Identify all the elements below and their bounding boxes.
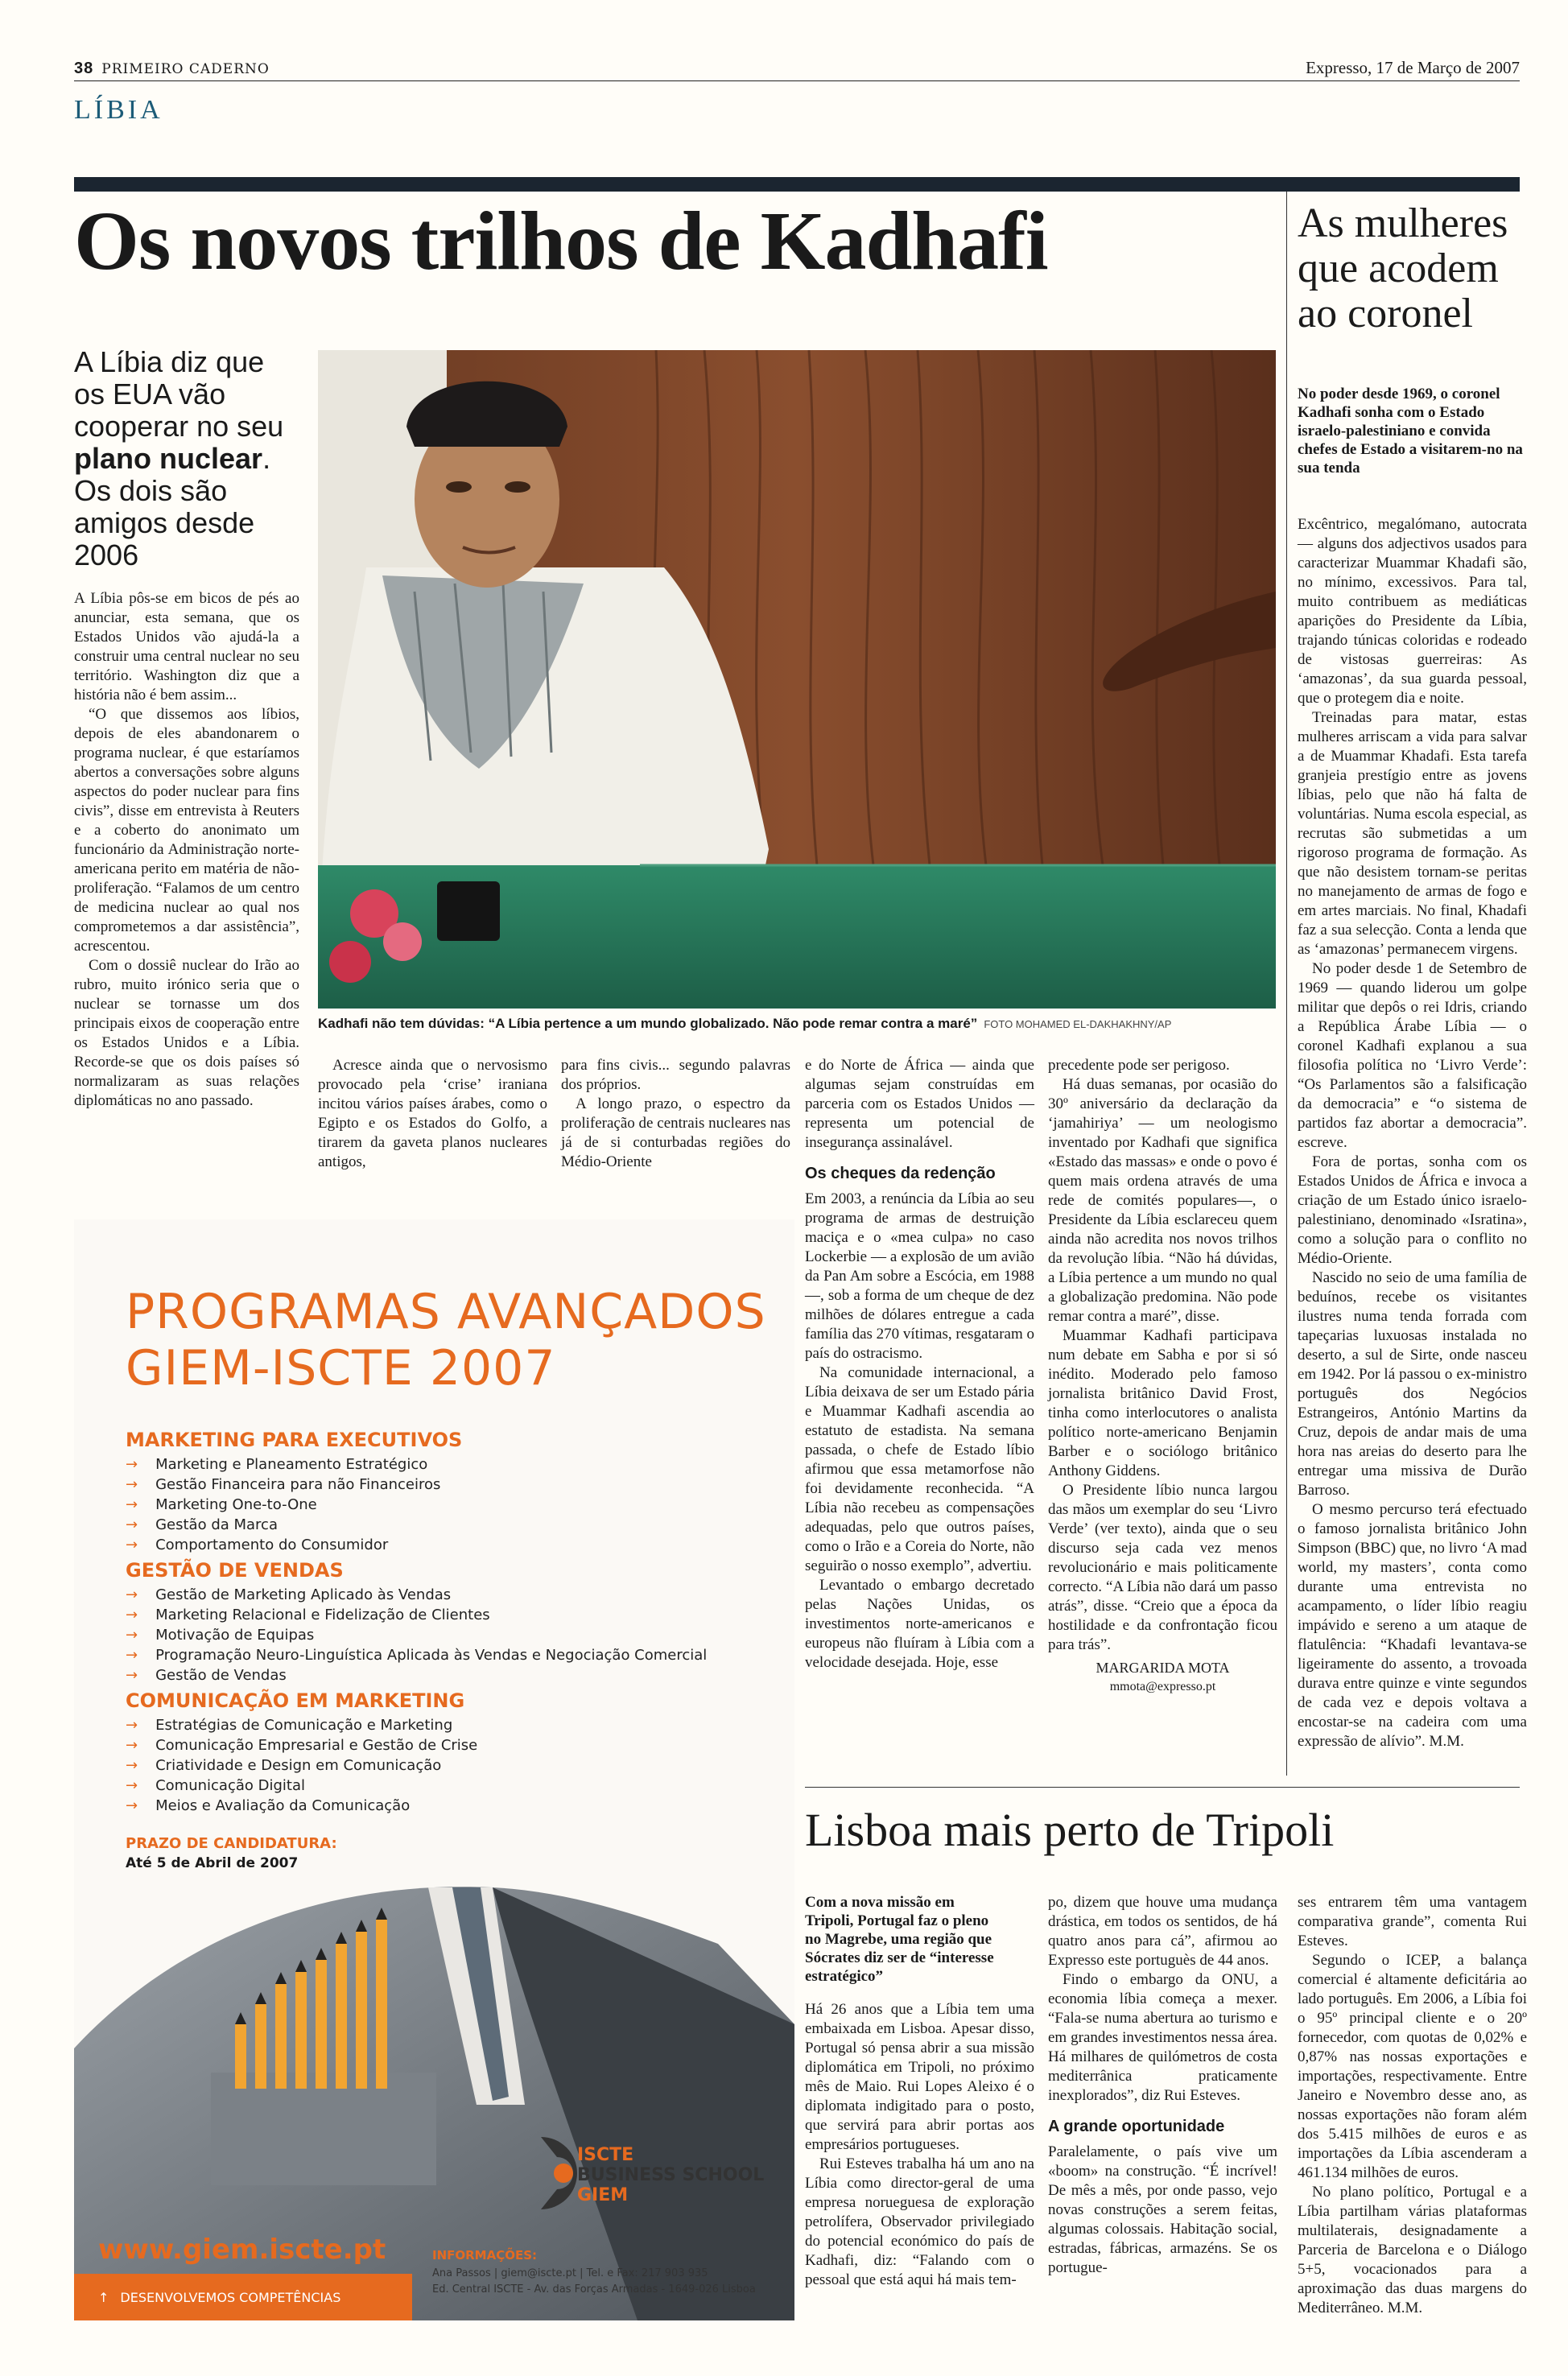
sidebar-paragraph: Treinadas para matar, estas mulheres arriscam a vida para salvar a de Muammar Khadafi. Esta tarefa granjeia prestígio entre as jovens líbias, pelo que não há falta de voluntárias. Numa escola especial, as recrutas são submetidas a um rigoroso programa de formação. As que não desistem tornam-se peritas no manejamento de armas de fogo e em artes marciais. No final, Khadafi faz a sua selecção. Conta a lenda que as ‘amazonas’ permanecem virgens. xyxy=(1298,709,1527,958)
info-address: Ed. Central ISCTE - Av. das Forças Armadas - 1649-026 Lisboa xyxy=(432,2283,756,2296)
lisboa-rule xyxy=(805,1787,1520,1788)
article-paragraph: Há duas semanas, por ocasião do 30º aniversário da declaração da ‘jamahiriya’ — um neologismo inventado por Kadhafi que significa «Estado das massas» e onde o povo é quem mais ordena através de uma rede de comités populares—, o Presidente da Líbia esclareceu quem ainda não acredita nos novos trilhos da revolução líbia. “Não há dúvidas, a Líbia pertence a um mundo no qual a globalização predomina. Não pode remar contra a maré”, disse. xyxy=(1048,1076,1277,1325)
article-paragraph: Há 26 anos que a Líbia tem uma embaixada em Lisboa. Apesar disso, Portugal só pensa abrir a sua missão diplomática em Tripoli, no próximo mês de Maio. Rui Lopes Aleixo é o diplomata indigitado para o posto, que servirá para abrir portas aos empresários portugueses. xyxy=(805,2001,1034,2153)
deadline-date: Até 5 de Abril de 2007 xyxy=(126,1855,299,1871)
logo-text: GIEM xyxy=(577,2185,629,2205)
kadhafi-photo xyxy=(318,350,1276,1009)
ad-program-item: → Marketing Relacional e Fidelização de Clientes xyxy=(126,1605,707,1625)
article-paragraph: Muammar Kadhafi participava num debate em Sabha e por si só inédito. Moderado pelo famoso jornalista britânico David Frost, tinha como interlocutores o analista político norte-americano Benjamin Barber e o sociólogo britânico Anthony Giddens. xyxy=(1048,1327,1277,1479)
article-paragraph: Em 2003, a renúncia da Líbia ao seu programa de armas de destruição maciça e o «mea culpa» no caso Lockerbie — a explosão de um avião da Pan Am sobre a Escócia, em 1988 —, sob a forma de um cheque de dez milhões de dólares entregue a cada família das 270 vítimas, resgataram o país do ostracismo. xyxy=(805,1190,1034,1362)
sidebar-paragraph: No poder desde 1 de Setembro de 1969 — quando liderou um golpe militar que depôs o rei Idris, criando a República Árabe Líbia — o coronel Kadhafi explanou a sua filosofia política no ‘Livro Verde’: “Os Parlamentos são a falsificação da democracia” e “o sistema de partidos faz abortar a democracia”. escreve. xyxy=(1298,960,1527,1151)
ad-section-title: MARKETING PARA EXECUTIVOS xyxy=(126,1429,463,1451)
ad-title-line: GIEM-ISCTE 2007 xyxy=(126,1340,556,1396)
ad-program-list xyxy=(126,1715,477,1816)
author-name: MARGARIDA MOTA xyxy=(1096,1660,1230,1676)
caption-text: Kadhafi não tem dúvidas: “A Líbia pertence a um mundo globalizado. Não pode remar contra a maré” xyxy=(318,1016,978,1031)
article-paragraph: Com o dossiê nuclear do Irão ao rubro, muito irónico seria que o nuclear se tornasse um dos principais eixos de cooperação entre os Estados Unidos e a Líbia. Recorde-se que os dois países só normalizaram as suas relações diplomáticas no ano passado. xyxy=(74,957,299,1109)
article-column-1 xyxy=(74,589,299,1111)
page-header-left xyxy=(74,60,270,78)
photo-caption xyxy=(318,1016,1280,1032)
article-paragraph: precedente pode ser perigoso. xyxy=(1048,1057,1230,1074)
page-number: 38 xyxy=(74,60,94,77)
ad-program-item: → Meios e Avaliação da Comunicação xyxy=(126,1796,477,1816)
sidebar-title: As mulheres que acodem ao coronel xyxy=(1298,200,1508,336)
info-label: INFORMAÇÕES: xyxy=(432,2248,538,2263)
top-bar xyxy=(74,177,1520,192)
sidebar-divider xyxy=(1286,192,1287,1776)
ad-program-list xyxy=(126,1585,707,1685)
logo-text: ISCTE xyxy=(577,2145,634,2165)
arrow-up-icon: ↑ xyxy=(98,2290,109,2305)
ad-title-line: PROGRAMAS AVANÇADOS xyxy=(126,1284,766,1340)
sidebar-deck: No poder desde 1969, o coronel Kadhafi sonha com o Estado israelo-palestiniano e convida chefes de Estado a visitarem-no na sua tenda xyxy=(1298,386,1523,476)
ad-program-item: → Marketing e Planeamento Estratégico xyxy=(126,1454,440,1475)
article-column-5 xyxy=(1048,1056,1277,1697)
article-column-4 xyxy=(805,1056,1034,1673)
article-paragraph: Levantado o embargo decretado pelas Nações Unidas, os investimentos norte-americanos e europeus não fluíram à Líbia com a velocidade desejada. Hoje, esse xyxy=(805,1577,1034,1671)
ad-program-item: → Motivação de Equipas xyxy=(126,1625,707,1645)
ad-section-title: COMUNICAÇÃO EM MARKETING xyxy=(126,1689,465,1712)
article-paragraph: A longo prazo, o espectro da proliferação de centrais nucleares nas já de si conturbadas regiões do Médio-Oriente xyxy=(561,1095,790,1170)
sidebar-body xyxy=(1298,515,1527,1751)
deadline-label: PRAZO DE CANDIDATURA: xyxy=(126,1835,337,1852)
article-paragraph: “O que dissemos aos líbios, depois de eles abandonarem o programa nuclear, é que estaríamos abertos a conversações sobre alguns aspectos do poder nuclear para fins civis”, disse em entrevista à Reuters e a coberto do anonimato um funcionário da Administração norte-americana perito em matéria de não-proliferação. “Falamos de um centro de medicina nuclear ao qual nos comprometemos a dar assistência”, acrescentou. xyxy=(74,706,299,955)
lisboa-headline: Lisboa mais perto de Tripoli xyxy=(805,1804,1335,1856)
sidebar-paragraph: Excêntrico, megalómano, autocrata — alguns dos adjectivos usados para caracterizar Muammar Khadafi são, no mínimo, excessivos. Para tal, muito contribuem as mediáticas aparições do Presidente da Líbia, trajando túnicas coloridas e rodeado de vistosas guerreiras: As ‘amazonas’, da sua guarda pessoal, que o protegem dia e noite. xyxy=(1298,516,1527,707)
ad-program-item: → Criatividade e Design em Comunicação xyxy=(126,1755,477,1776)
ad-program-item: → Comportamento do Consumidor xyxy=(126,1535,440,1555)
lede-text: . Os dois são amigos desde 2006 xyxy=(74,442,271,571)
section-name: PRIMEIRO CADERNO xyxy=(101,61,270,77)
ad-program-item: → Gestão Financeira para não Financeiros xyxy=(126,1475,440,1495)
lisboa-column-1 xyxy=(805,1893,1034,2290)
info-contact: Ana Passos | giem@iscte.pt | Tel. e Fax: 217 903 935 xyxy=(432,2267,708,2279)
ad-tagline xyxy=(98,2290,340,2305)
article-paragraph: Acresce ainda que o nervosismo provocado pela ‘crise’ iraniana incitou vários países árabes, como o Egipto e os Estados do Golfo, a tirarem da gaveta planos nucleares antigos, xyxy=(318,1057,547,1170)
article-paragraph: e do Norte de África — ainda que algumas sejam construídas em parceria com os Estados Unidos — representa um potencial de insegurança assinalável. xyxy=(805,1057,1034,1151)
article-paragraph: A Líbia pôs-se em bicos de pés ao anunciar, esta semana, que os Estados Unidos vão ajudá-la a construir uma central nuclear no seu território. Washington diz que a história não é bem assim... xyxy=(74,590,299,703)
article-paragraph: para fins civis... segundo palavras dos próprios. xyxy=(561,1057,790,1093)
article-paragraph: O Presidente líbio nunca largou das mãos um exemplar do seu ‘Livro Verde’ (ver texto), ainda que o seu discurso seja cada vez menos revolucionário e mais politicamente correcto. “A Líbia não dará um passo atrás”, disse. “Creio que a época da hostilidade e da confrontação ficou para trás”. xyxy=(1048,1482,1277,1653)
article-paragraph: Segundo o ICEP, a balança comercial é altamente deficitária ao lado português. Em 2006, a Líbia foi o 95º principal cliente e o 20º fornecedor, com quotas de 0,02% e 0,87% nas nossas exportações e importações, respectivamente. Entre Janeiro e Novembro desse ano, as nossas exportações não foram além dos 5.415 milhões de euros e as importações da Líbia ascenderam a 461.134 milhões de euros. xyxy=(1298,1952,1527,2181)
lisboa-column-3 xyxy=(1298,1893,1527,2318)
ad-program-item: → Gestão de Marketing Aplicado às Vendas xyxy=(126,1585,707,1605)
category-label: LÍBIA xyxy=(74,95,163,125)
main-headline: Os novos trilhos de Kadhafi xyxy=(74,195,1048,287)
article-column-3 xyxy=(561,1056,790,1172)
article-paragraph: No plano político, Portugal e a Líbia partilham várias plataformas multilaterais, designadamente a Parceria de Barcelona e o Diálogo 5+5, vocacionados para a aproximação das duas margens do Mediterrâneo. M.M. xyxy=(1298,2184,1527,2316)
lisboa-column-2 xyxy=(1048,1893,1277,2278)
sidebar-paragraph: Fora de portas, sonha com os Estados Unidos de África e invoca a criação de um Estado único israelo-palestiniano, denominado «Isratina», como a solução para o conflito no Médio-Oriente. xyxy=(1298,1153,1527,1267)
header-rule xyxy=(74,80,1520,81)
ad-program-item: → Marketing One-to-One xyxy=(126,1495,440,1515)
article-paragraph: Rui Esteves trabalha há um ano na Líbia como director-geral de uma empresa norueguesa de exploração petrolífera, Observador privilegiado do potencial económico do país de Kadhafi, diz: “Falando com o pessoal que está aqui há mais tem- xyxy=(805,2155,1034,2288)
ad-program-item: → Comunicação Empresarial e Gestão de Crise xyxy=(126,1735,477,1755)
lisboa-col1-text xyxy=(805,2000,1034,2290)
lisboa-deck: Com a nova missão em Tripoli, Portugal faz o pleno no Magrebe, uma região que Sócrates diz ser de “interesse estratégico” xyxy=(805,1894,994,1985)
ad-tagline-text: DESENVOLVEMOS COMPETÊNCIAS xyxy=(120,2290,341,2305)
ad-program-item: → Programação Neuro-Linguística Aplicada às Vendas e Negociação Comercial xyxy=(126,1645,707,1665)
ad-program-item: → Gestão da Marca xyxy=(126,1515,440,1535)
article-column-2 xyxy=(318,1056,547,1172)
issue-date: Expresso, 17 de Março de 2007 xyxy=(1306,58,1520,77)
article-lede xyxy=(74,346,291,571)
article-paragraph: Paralelamente, o país vive um «boom» na construção. “É incrível! De mês a mês, por onde passo, vejo novas construções a serem feitas, algumas colossais. Habitação social, estradas, fábricas, armazéns. Se os portugue- xyxy=(1048,2143,1277,2276)
article-paragraph: po, dizem que houve uma mudança drástica, em todos os sentidos, de há quatro anos para cá”, afirmou ao Expresso este portuguès de 44 anos. xyxy=(1048,1894,1277,1969)
ad-title xyxy=(126,1284,766,1396)
giem-iscte-advertisement[interactable] xyxy=(74,1219,794,2320)
ad-website-link[interactable]: www.giem.iscte.pt xyxy=(98,2234,386,2266)
article-paragraph: Na comunidade internacional, a Líbia deixava de ser um Estado pária e Muammar Kadhafi ascendia ao estatuto de estadista. Na semana passada, o chefe de Estado líbio afirmou que essa metamorfose não foi devidamente reconhecida. “A Líbia não recebeu as compensações adequadas, pelo que outros países, como o Irão e a Coreia do Norte, não seguirão o nosso exemplo”, advertiu. xyxy=(805,1364,1034,1574)
ad-program-list xyxy=(126,1454,440,1555)
lede-text: A Líbia diz que os EUA vão cooperar no seu xyxy=(74,345,284,443)
article-subhead: Os cheques da redenção xyxy=(805,1165,996,1182)
photo-credit: FOTO MOHAMED EL-DAKHAKHNY/AP xyxy=(984,1018,1172,1030)
ad-program-item: → Gestão de Vendas xyxy=(126,1665,707,1685)
author-email[interactable]: mmota@expresso.pt xyxy=(1109,1680,1216,1693)
logo-text: BUSINESS SCHOOL xyxy=(577,2165,765,2185)
ad-section-title: GESTÃO DE VENDAS xyxy=(126,1559,344,1582)
article-paragraph: Findo o embargo da ONU, a economia líbia começa a mexer. “Fala-se numa abertura ao turismo e em grandes investimentos nessa área. Há milhares de quilómetros de costa mediterrânica praticamente inexplorados”, diz Rui Esteves. xyxy=(1048,1971,1277,2104)
lede-emphasis: plano nuclear xyxy=(74,442,263,475)
ad-program-item: → Estratégias de Comunicação e Marketing xyxy=(126,1715,477,1735)
sidebar-paragraph: Nascido no seio de uma família de beduínos, recebe os visitantes ilustres numa tenda forrada com tapeçarias luxuosas instalada no deserto, a sul de Sirte, onde nasceu em 1942. Por lá passou o ex-ministro português dos Negócios Estrangeiros, António Martins da Cruz, depois de andar mais de uma hora nas areias do deserto para lhe entregar uma missiva de Durão Barroso. xyxy=(1298,1269,1527,1499)
article-paragraph: ses entrarem têm uma vantagem comparativa grande”, comenta Rui Esteves. xyxy=(1298,1894,1527,1949)
article-subhead: A grande oportunidade xyxy=(1048,2118,1225,2135)
ad-program-item: → Comunicação Digital xyxy=(126,1776,477,1796)
sidebar-paragraph: O mesmo percurso terá efectuado o famoso jornalista britânico John Simpson (BBC) que, no livro ‘A mad world, my masters’, conta como durante uma entrevista no acampamento, o líder líbio reagiu impávido e sereno a um ataque de flatulência: “Khadafi levantava-se ligeiramente do assento, a trovoada durava entre quinze e vinte segundos de cada vez e depois voltava a encostar-se na cadeira com uma expressão de alívio”. M.M. xyxy=(1298,1501,1527,1750)
